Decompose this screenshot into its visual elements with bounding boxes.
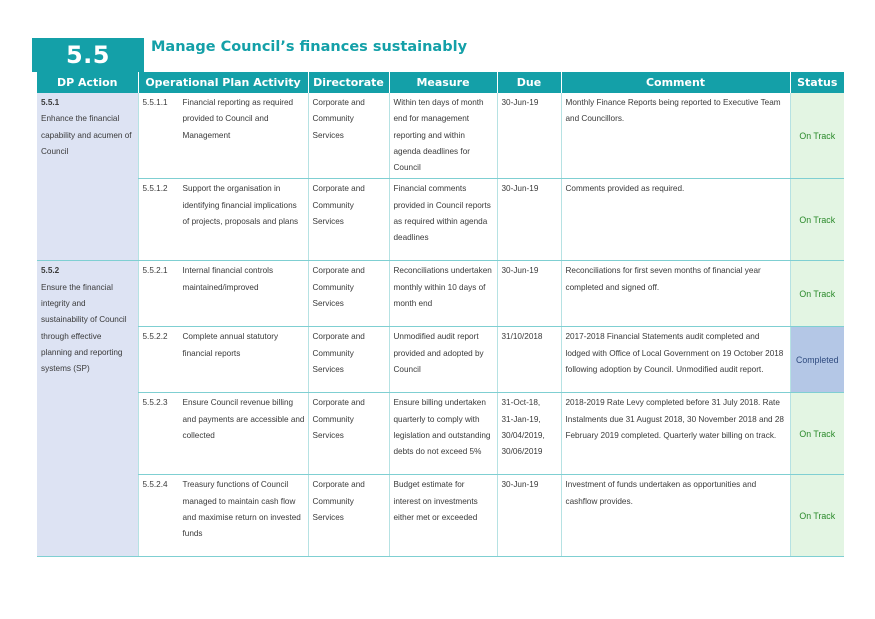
table-row xyxy=(37,93,844,179)
directorate-cell: Corporate and Community Services xyxy=(308,93,389,179)
activity-text: Ensure Council revenue billing and payments are accessible and collected xyxy=(182,398,305,441)
activity-cell xyxy=(138,179,308,261)
status-badge: Completed xyxy=(790,327,844,393)
comment-cell: Investment of funds undertaken as opportunities and cashflow provides. xyxy=(561,475,790,557)
directorate-cell: Corporate and Community Services xyxy=(308,261,389,327)
table-row xyxy=(37,327,844,393)
due-dates: 31-Oct-18, 31-Jan-19, 30/04/2019, 30/06/2019 xyxy=(501,398,545,457)
measure-cell: Financial comments provided in Council reports as required within agenda deadlines xyxy=(389,179,497,261)
measure-cell: Within ten days of month end for management reporting and within agenda deadlines for Council xyxy=(389,93,497,179)
column-header-operational-plan-activity: Operational Plan Activity xyxy=(138,72,308,93)
status-badge: On Track xyxy=(790,261,844,327)
activity-code: 5.5.2.2 xyxy=(142,332,168,342)
section-title: Manage Council’s finances sustainably xyxy=(151,39,468,55)
status-badge: On Track xyxy=(790,475,844,557)
table-row xyxy=(37,179,844,261)
dp-action-description: Enhance the financial capability and acumen of Council xyxy=(41,114,132,156)
column-header-directorate: Directorate xyxy=(308,72,389,93)
activity-code: 5.5.2.1 xyxy=(142,266,168,276)
activity-code: 5.5.1.2 xyxy=(142,184,168,194)
activity-cell xyxy=(138,261,308,327)
status-badge: On Track xyxy=(790,393,844,475)
activity-cell xyxy=(138,393,308,475)
activity-cell xyxy=(138,93,308,179)
due-cell: 30-Jun-19 xyxy=(497,261,561,327)
comment-cell: Reconciliations for first seven months of financial year completed and signed off. xyxy=(561,261,790,327)
activity-text: Financial reporting as required provided to Council and Management xyxy=(182,98,294,140)
activity-text: Support the organisation in identifying financial implications of projects, proposals and plans xyxy=(182,184,299,227)
measure-cell: Unmodified audit report provided and adopted by Council xyxy=(389,327,497,393)
due-cell: 30-Jun-19 xyxy=(497,93,561,179)
activity-cell xyxy=(138,475,308,557)
comment-cell: Monthly Finance Reports being reported to Executive Team and Councillors. xyxy=(561,93,790,179)
due-cell: 31/10/2018 xyxy=(497,327,561,393)
dp-action-cell xyxy=(37,93,138,261)
dp-action-description: Ensure the financial integrity and sustainability of Council through effective planning and reporting systems (SP) xyxy=(41,282,127,374)
column-header-comment: Comment xyxy=(561,72,790,93)
due-cell: 30-Jun-19 xyxy=(497,179,561,261)
action-plan-table xyxy=(37,72,844,557)
section-number-badge: 5.5 xyxy=(32,38,144,72)
activity-code: 5.5.2.4 xyxy=(142,480,168,490)
directorate-cell: Corporate and Community Services xyxy=(308,475,389,557)
comment-cell: 2017-2018 Financial Statements audit completed and lodged with Office of Local Government on 19 October 2018 following adoption by Council. Unmodified audit report. xyxy=(561,327,790,393)
activity-text: Internal financial controls maintained/improved xyxy=(182,266,274,292)
activity-code: 5.5.2.3 xyxy=(142,398,168,408)
table-row xyxy=(37,475,844,557)
comment-cell: Comments provided as required. xyxy=(561,179,790,261)
due-cell: 30-Jun-19 xyxy=(497,475,561,557)
activity-cell xyxy=(138,327,308,393)
table-header-row xyxy=(37,72,844,93)
directorate-cell: Corporate and Community Services xyxy=(308,393,389,475)
activity-text: Treasury functions of Council managed to maintain cash flow and maximise return on invested funds xyxy=(182,480,301,539)
directorate-cell: Corporate and Community Services xyxy=(308,327,389,393)
status-badge: On Track xyxy=(790,93,844,179)
column-header-status: Status xyxy=(790,72,844,93)
dp-action-code: 5.5.2 xyxy=(41,266,60,276)
column-header-dp-action: DP Action xyxy=(37,72,138,93)
dp-action-cell xyxy=(37,261,138,557)
measure-cell: Reconciliations undertaken monthly within 10 days of month end xyxy=(389,261,497,327)
table-row xyxy=(37,393,844,475)
due-cell xyxy=(497,393,561,475)
directorate-cell: Corporate and Community Services xyxy=(308,179,389,261)
status-badge: On Track xyxy=(790,179,844,261)
activity-text: Complete annual statutory financial reports xyxy=(182,332,279,358)
measure-cell: Ensure billing undertaken quarterly to comply with legislation and outstanding debts do not exceed 5% xyxy=(389,393,497,475)
table-row xyxy=(37,261,844,327)
measure-cell: Budget estimate for interest on investments either met or exceeded xyxy=(389,475,497,557)
column-header-measure: Measure xyxy=(389,72,497,93)
column-header-due: Due xyxy=(497,72,561,93)
dp-action-code: 5.5.1 xyxy=(41,98,60,107)
comment-cell: 2018-2019 Rate Levy completed before 31 July 2018. Rate Instalments due 31 August 2018, 30 November 2018 and 28 February 2019 completed. Quarterly water billing on track. xyxy=(561,393,790,475)
activity-code: 5.5.1.1 xyxy=(142,98,168,107)
